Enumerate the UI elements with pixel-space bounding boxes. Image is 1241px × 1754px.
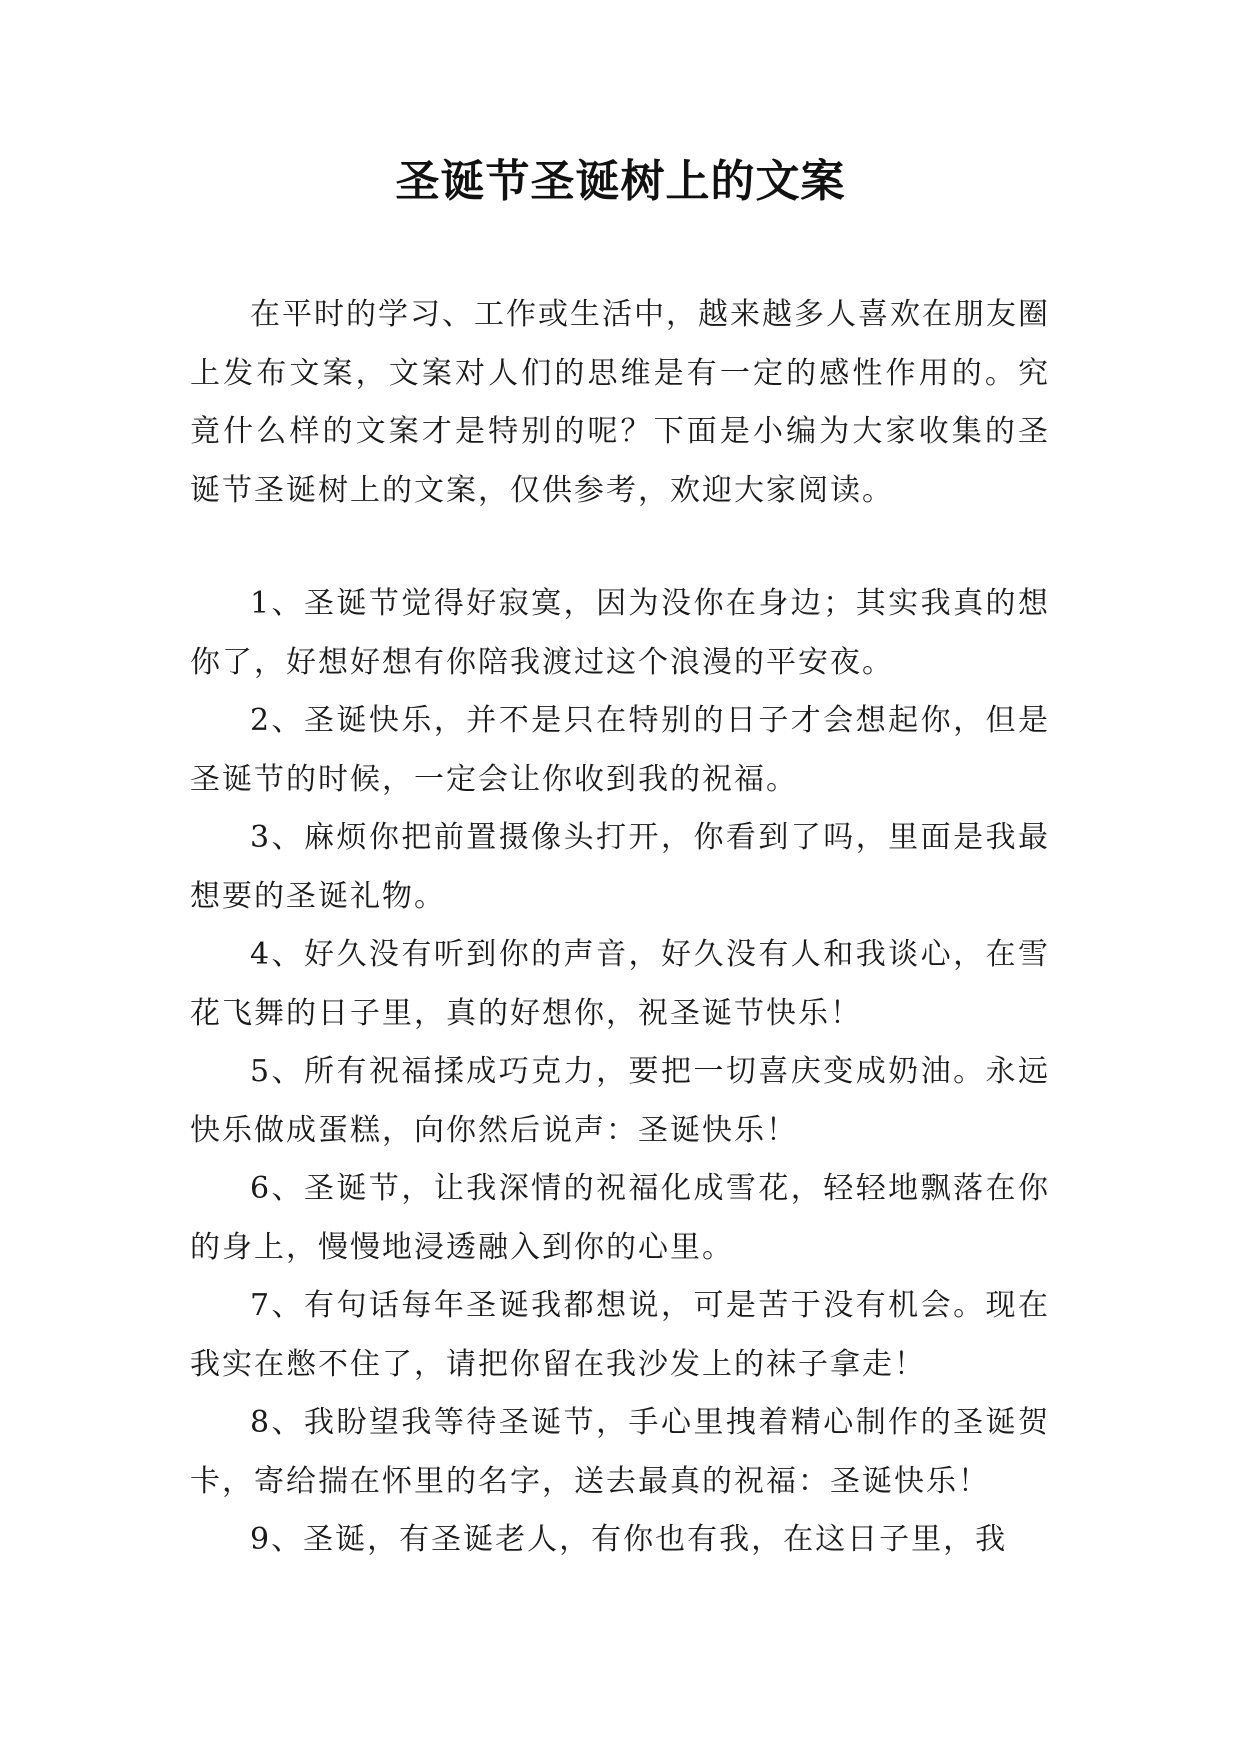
list-item: 3、麻烦你把前置摄像头打开，你看到了吗，里面是我最想要的圣诞礼物。 — [190, 820, 1050, 914]
list-item: 1、圣诞节觉得好寂寞，因为没你在身边；其实我真的想你了，好想好想有你陪我渡过这个浪漫的平安夜。 — [190, 586, 1050, 680]
list-item: 6、圣诞节，让我深情的祝福化成雪花，轻轻地飘落在你的身上，慢慢地浸透融入到你的心里。 — [190, 1171, 1050, 1265]
list-item: 2、圣诞快乐，并不是只在特别的日子才会想起你，但是圣诞节的时候，一定会让你收到我的祝福。 — [190, 703, 1050, 797]
list-item: 5、所有祝福揉成巧克力，要把一切喜庆变成奶油。永远快乐做成蛋糕，向你然后说声：圣诞快乐！ — [190, 1054, 1050, 1148]
intro-paragraph: 在平时的学习、工作或生活中，越来越多人喜欢在朋友圈上发布文案，文案对人们的思维是有一定的感性作用的。究竟什么样的文案才是特别的呢？下面是小编为大家收集的圣诞节圣诞树上的文案，仅供参考，欢迎大家阅读。 — [190, 297, 1050, 508]
list-item: 8、我盼望我等待圣诞节，手心里拽着精心制作的圣诞贺卡，寄给揣在怀里的名字，送去最真的祝福：圣诞快乐！ — [190, 1405, 1050, 1499]
list-item: 7、有句话每年圣诞我都想说，可是苦于没有机会。现在我实在憋不住了，请把你留在我沙发上的袜子拿走！ — [190, 1288, 1050, 1382]
list-item: 4、好久没有听到你的声音，好久没有人和我谈心，在雪花飞舞的日子里，真的好想你，祝圣诞节快乐！ — [190, 937, 1050, 1031]
list-item: 9、圣诞，有圣诞老人，有你也有我，在这日子里，我 — [250, 1522, 1008, 1557]
item-list — [190, 575, 1050, 1570]
document-title: 圣诞节圣诞树上的文案 — [395, 156, 846, 207]
intro-section — [190, 286, 1050, 520]
